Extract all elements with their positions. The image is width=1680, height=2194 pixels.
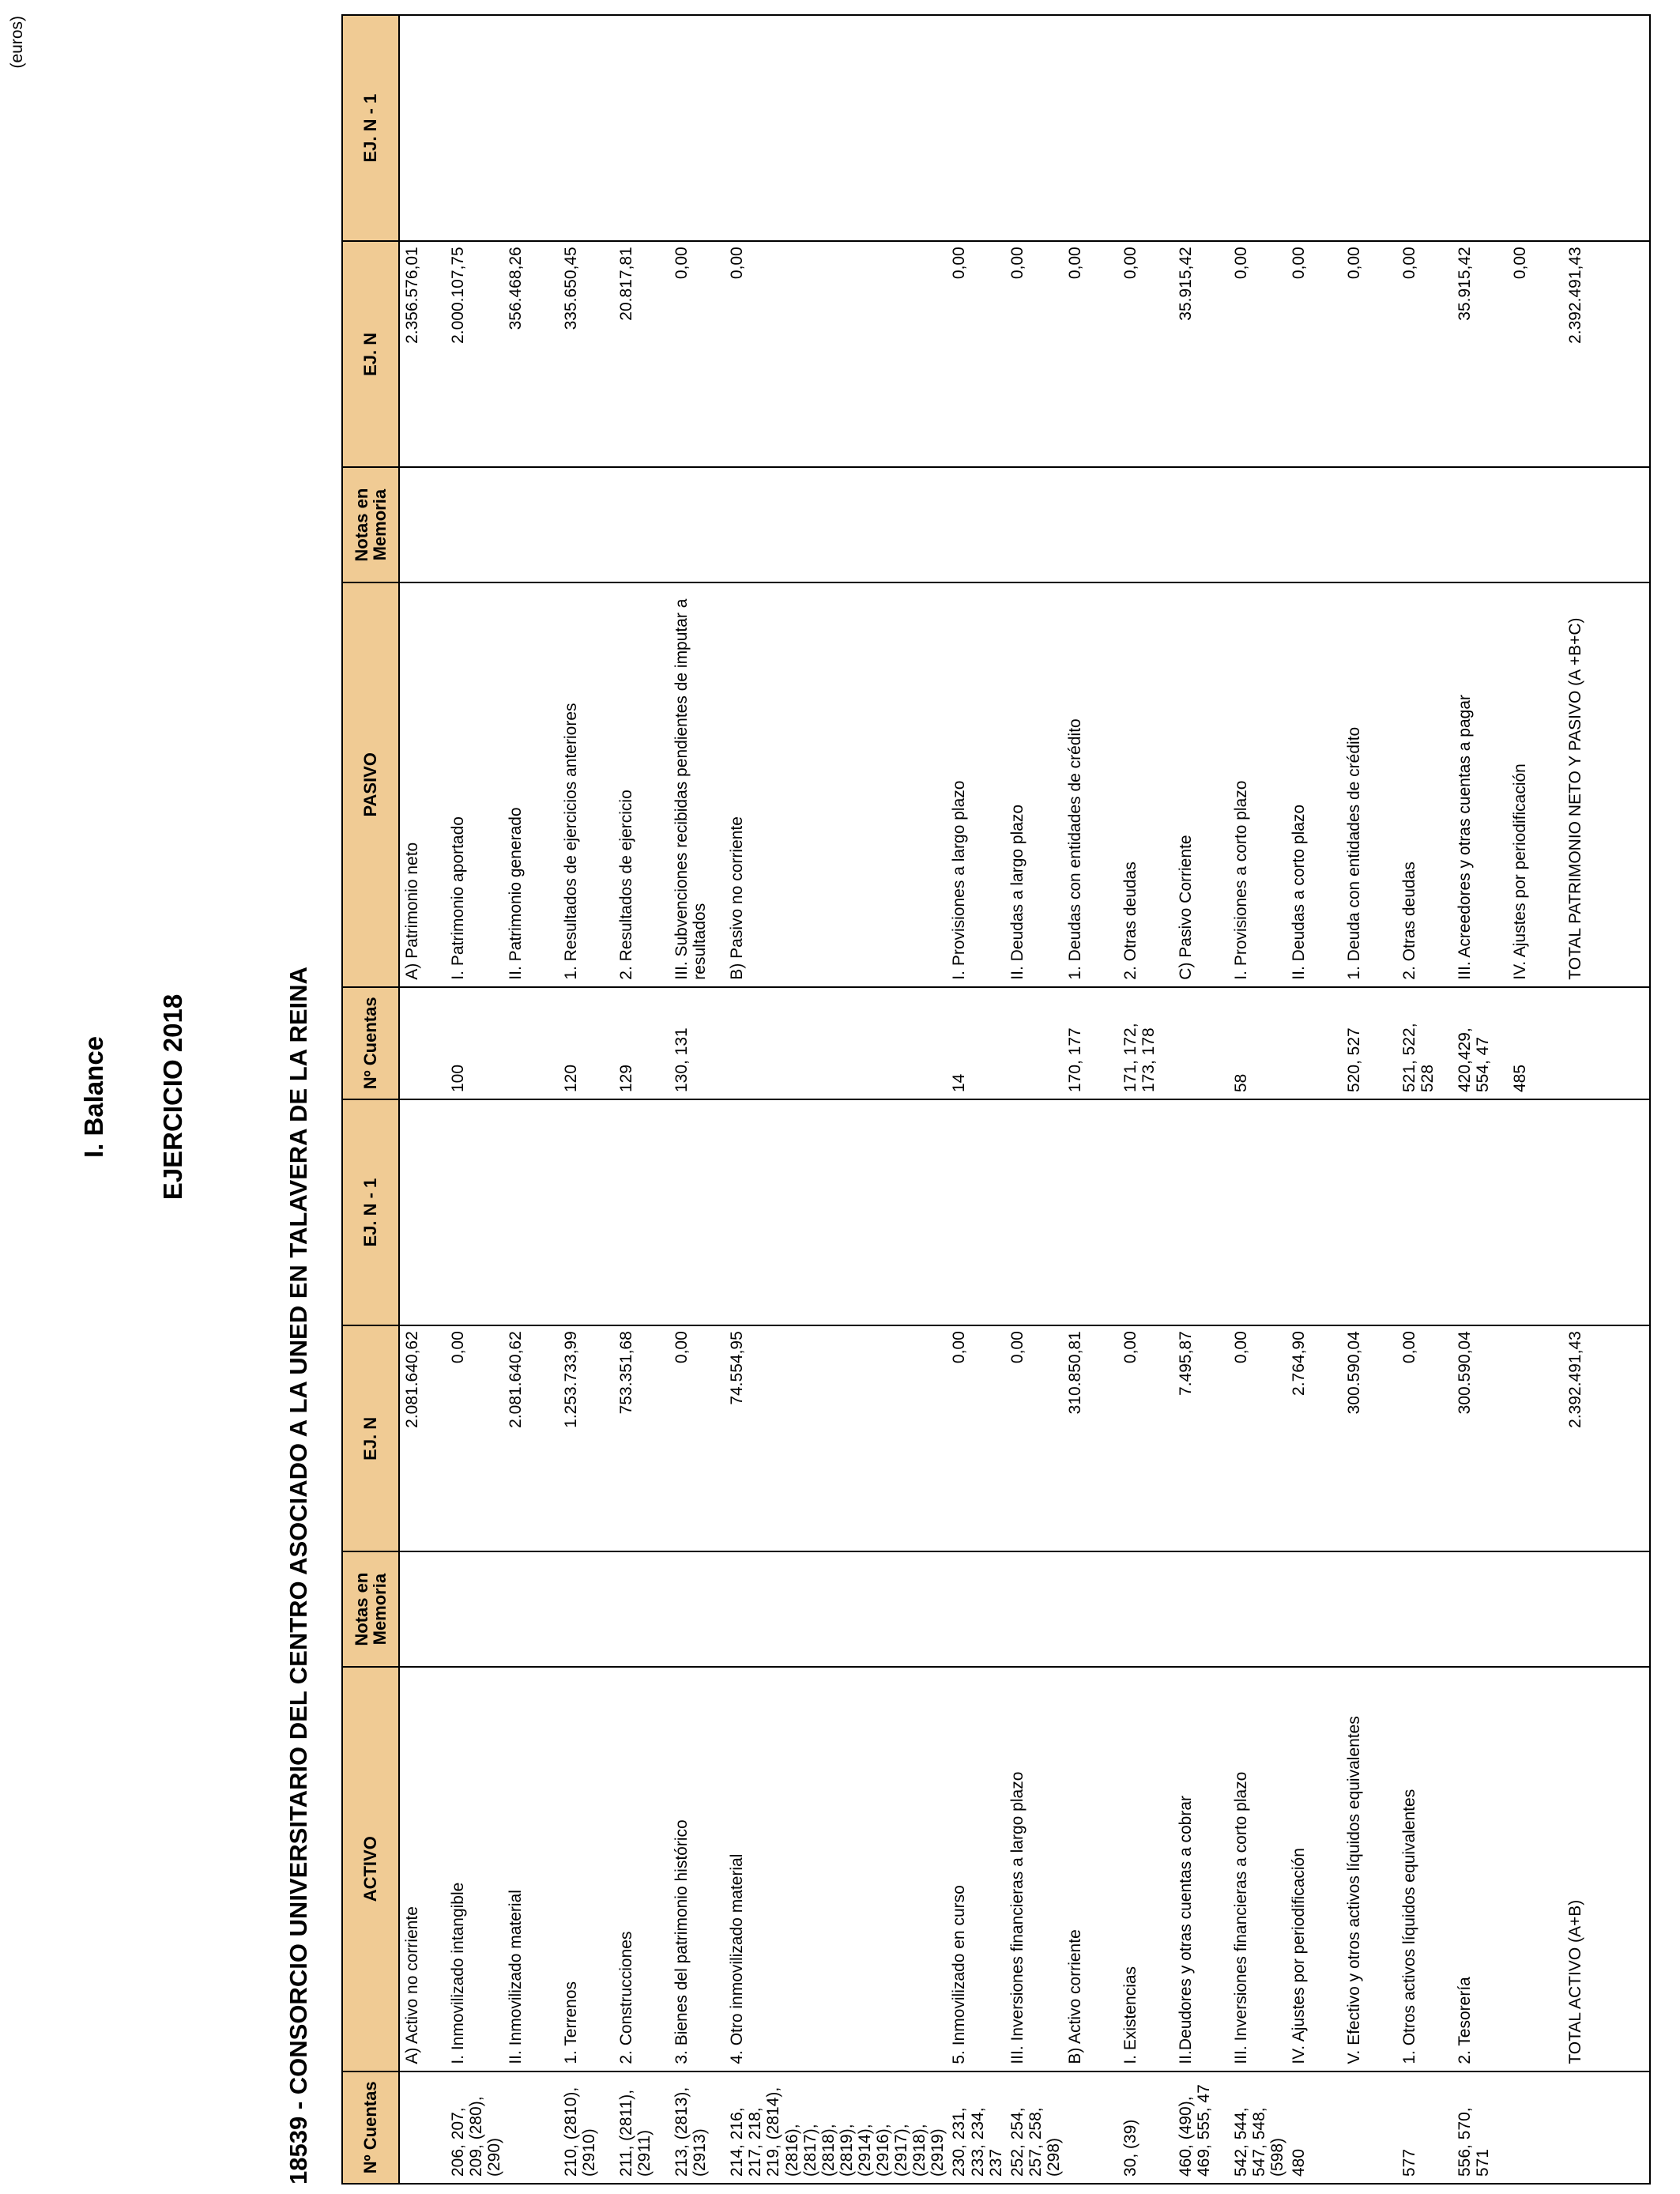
cuentas-activo-cell: 211, (2811), (2911) — [614, 2071, 669, 2184]
ejn1-activo-cell — [1342, 1099, 1397, 1325]
ejn-pasivo-cell: 0,00 — [1508, 241, 1563, 467]
activo-cell: II. Inmovilizado material — [503, 1667, 559, 2071]
ejn-pasivo-cell: 0,00 — [725, 241, 947, 467]
document-title: I. Balance — [79, 1035, 108, 1159]
notas-pasivo-cell — [1005, 467, 1063, 582]
cuentas-pasivo-cell: 520, 527 — [1342, 987, 1397, 1099]
notas-pasivo-cell — [1286, 467, 1342, 582]
ejn1-pasivo-cell — [1118, 15, 1173, 241]
notas-pasivo-cell — [446, 467, 503, 582]
pasivo-cell: I. Provisiones a largo plazo — [947, 582, 1004, 987]
pasivo-cell: 1. Resultados de ejercicios anteriores — [559, 582, 614, 987]
ejn-pasivo-cell: 0,00 — [1118, 241, 1173, 467]
notas-pasivo-cell — [614, 467, 669, 582]
ejn-activo-cell: 0,00 — [669, 1325, 725, 1551]
cuentas-activo-cell: 252, 254, 257, 258, (298) — [1005, 2071, 1063, 2184]
notas-activo-cell — [1229, 1551, 1286, 1666]
activo-cell: 1. Terrenos — [559, 1667, 614, 2071]
ejn-activo-cell: 300.590,04 — [1452, 1325, 1508, 1551]
pasivo-cell: 2. Resultados de ejercicio — [614, 582, 669, 987]
notas-pasivo-cell — [503, 467, 559, 582]
table-row — [399, 15, 446, 2184]
notas-pasivo-cell — [1063, 467, 1118, 582]
cuentas-pasivo-cell: 100 — [446, 987, 503, 1099]
ejn1-activo-cell — [725, 1099, 947, 1325]
ejn-activo-cell: 0,00 — [1397, 1325, 1452, 1551]
notas-pasivo-cell — [725, 467, 947, 582]
pasivo-cell: II. Deudas a largo plazo — [1005, 582, 1063, 987]
ejn-pasivo-cell: 335.650,45 — [559, 241, 614, 467]
fiscal-year-title: EJERCICIO 2018 — [158, 993, 187, 1201]
pasivo-cell: III. Acreedores y otras cuentas a pagar — [1452, 582, 1508, 987]
ejn1-activo-cell — [614, 1099, 669, 1325]
ejn-pasivo-cell: 2.392.491,43 — [1563, 241, 1650, 467]
pasivo-cell: 1. Deuda con entidades de crédito — [1342, 582, 1397, 987]
cuentas-pasivo-cell — [399, 987, 446, 1099]
pasivo-cell: A) Patrimonio neto — [399, 582, 446, 987]
ejn-pasivo-cell: 35.915,42 — [1173, 241, 1229, 467]
ejn1-activo-cell — [559, 1099, 614, 1325]
activo-cell: 1. Otros activos líquidos equivalentes — [1397, 1667, 1452, 2071]
ejn-activo-cell: 753.351,68 — [614, 1325, 669, 1551]
notas-activo-cell — [1452, 1551, 1508, 1666]
notas-activo-cell — [1286, 1551, 1342, 1666]
pasivo-cell: III. Subvenciones recibidas pendientes de imputar a resultados — [669, 582, 725, 987]
ejn1-pasivo-cell — [399, 15, 446, 241]
cuentas-activo-cell: 542, 544, 547, 548, (598) — [1229, 2071, 1286, 2184]
cuentas-activo-cell: 210, (2810), (2910) — [559, 2071, 614, 2184]
ejn-activo-cell: 2.392.491,43 — [1563, 1325, 1650, 1551]
activo-cell: 3. Bienes del patrimonio histórico — [669, 1667, 725, 2071]
activo-cell: 4. Otro inmovilizado material — [725, 1667, 947, 2071]
cuentas-pasivo-cell — [1563, 987, 1650, 1099]
table-row — [1508, 15, 1563, 2184]
ejn-activo-cell: 74.554,95 — [725, 1325, 947, 1551]
units-label: (euros) — [8, 16, 26, 69]
header-ejn1-activo: EJ. N - 1 — [342, 1099, 399, 1325]
notas-pasivo-cell — [1508, 467, 1563, 582]
ejn-activo-cell: 2.081.640,62 — [399, 1325, 446, 1551]
table-row — [1063, 15, 1118, 2184]
ejn-pasivo-cell: 0,00 — [1397, 241, 1452, 467]
ejn1-activo-cell — [1563, 1099, 1650, 1325]
cuentas-pasivo-cell: 521, 522, 528 — [1397, 987, 1452, 1099]
ejn1-pasivo-cell — [1563, 15, 1650, 241]
cuentas-activo-cell: 213, (2813), (2913) — [669, 2071, 725, 2184]
cuentas-pasivo-cell: 171, 172, 173, 178 — [1118, 987, 1173, 1099]
ejn-activo-cell: 7.495,87 — [1173, 1325, 1229, 1551]
pasivo-cell: C) Pasivo Corriente — [1173, 582, 1229, 987]
ejn-activo-cell: 2.764,90 — [1286, 1325, 1342, 1551]
table-row — [559, 15, 614, 2184]
ejn1-activo-cell — [669, 1099, 725, 1325]
ejn1-pasivo-cell — [1508, 15, 1563, 241]
table-row — [669, 15, 725, 2184]
cuentas-activo-cell: 480 — [1286, 2071, 1342, 2184]
table-row — [1452, 15, 1508, 2184]
notas-activo-cell — [1563, 1551, 1650, 1666]
notas-pasivo-cell — [1342, 467, 1397, 582]
ejn-activo-cell: 0,00 — [1118, 1325, 1173, 1551]
ejn1-pasivo-cell — [1286, 15, 1342, 241]
pasivo-cell: 2. Otras deudas — [1118, 582, 1173, 987]
activo-cell: IV. Ajustes por periodificación — [1286, 1667, 1342, 2071]
ejn-pasivo-cell: 20.817,81 — [614, 241, 669, 467]
ejn-pasivo-cell: 0,00 — [1063, 241, 1118, 467]
cuentas-activo-cell — [503, 2071, 559, 2184]
cuentas-pasivo-cell: 14 — [947, 987, 1004, 1099]
ejn1-pasivo-cell — [1229, 15, 1286, 241]
activo-cell — [1508, 1667, 1563, 2071]
table-row — [1397, 15, 1452, 2184]
ejn-activo-cell: 0,00 — [947, 1325, 1004, 1551]
table-row — [725, 15, 947, 2184]
ejn1-activo-cell — [1229, 1099, 1286, 1325]
notas-activo-cell — [1118, 1551, 1173, 1666]
ejn1-pasivo-cell — [669, 15, 725, 241]
cuentas-activo-cell — [399, 2071, 446, 2184]
ejn1-activo-cell — [1508, 1099, 1563, 1325]
pasivo-cell: 2. Otras deudas — [1397, 582, 1452, 987]
ejn1-pasivo-cell — [1397, 15, 1452, 241]
cuentas-activo-cell — [1063, 2071, 1118, 2184]
header-ejn1-pasivo: EJ. N - 1 — [342, 15, 399, 241]
ejn1-activo-cell — [947, 1099, 1004, 1325]
cuentas-activo-cell — [1342, 2071, 1397, 2184]
cuentas-activo-cell: 460, (490), 469, 555, 47 — [1173, 2071, 1229, 2184]
notas-activo-cell — [1173, 1551, 1229, 1666]
notas-activo-cell — [399, 1551, 446, 1666]
ejn-activo-cell: 0,00 — [446, 1325, 503, 1551]
activo-cell: TOTAL ACTIVO (A+B) — [1563, 1667, 1650, 2071]
pasivo-cell: 1. Deudas con entidades de crédito — [1063, 582, 1118, 987]
header-ejn-pasivo: EJ. N — [342, 241, 399, 467]
cuentas-activo-cell: 556, 570, 571 — [1452, 2071, 1508, 2184]
ejn1-pasivo-cell — [1342, 15, 1397, 241]
pasivo-cell: I. Patrimonio aportado — [446, 582, 503, 987]
balance-table — [341, 14, 1651, 2185]
ejn1-activo-cell — [1173, 1099, 1229, 1325]
cuentas-pasivo-cell — [503, 987, 559, 1099]
cuentas-pasivo-cell: 129 — [614, 987, 669, 1099]
cuentas-pasivo-cell — [1173, 987, 1229, 1099]
notas-pasivo-cell — [1229, 467, 1286, 582]
ejn1-activo-cell — [1397, 1099, 1452, 1325]
header-cuentas-activo: Nº Cuentas — [342, 2071, 399, 2184]
cuentas-pasivo-cell: 485 — [1508, 987, 1563, 1099]
table-row — [1342, 15, 1397, 2184]
ejn1-pasivo-cell — [947, 15, 1004, 241]
ejn1-activo-cell — [1452, 1099, 1508, 1325]
table-row — [1005, 15, 1063, 2184]
ejn-pasivo-cell: 2.356.576,01 — [399, 241, 446, 467]
activo-cell: V. Efectivo y otros activos líquidos equivalentes — [1342, 1667, 1397, 2071]
notas-activo-cell — [947, 1551, 1004, 1666]
notas-activo-cell — [669, 1551, 725, 1666]
activo-cell: I. Existencias — [1118, 1667, 1173, 2071]
cuentas-activo-cell — [1508, 2071, 1563, 2184]
ejn-pasivo-cell: 0,00 — [1342, 241, 1397, 467]
ejn-activo-cell: 2.081.640,62 — [503, 1325, 559, 1551]
table-row — [1118, 15, 1173, 2184]
ejn-pasivo-cell: 2.000.107,75 — [446, 241, 503, 467]
notas-activo-cell — [503, 1551, 559, 1666]
pasivo-cell: II. Deudas a corto plazo — [1286, 582, 1342, 987]
cuentas-activo-cell: 230, 231, 233, 234, 237 — [947, 2071, 1004, 2184]
ejn1-pasivo-cell — [1063, 15, 1118, 241]
cuentas-pasivo-cell: 420,429, 554, 47 — [1452, 987, 1508, 1099]
ejn1-activo-cell — [1118, 1099, 1173, 1325]
notas-pasivo-cell — [1563, 467, 1650, 582]
header-notas-pasivo: Notas en Memoria — [342, 467, 399, 582]
ejn1-pasivo-cell — [559, 15, 614, 241]
activo-cell: I. Inmovilizado intangible — [446, 1667, 503, 2071]
activo-cell: A) Activo no corriente — [399, 1667, 446, 2071]
ejn-pasivo-cell: 35.915,42 — [1452, 241, 1508, 467]
ejn-pasivo-cell: 0,00 — [1286, 241, 1342, 467]
notas-activo-cell — [1397, 1551, 1452, 1666]
ejn-pasivo-cell: 0,00 — [669, 241, 725, 467]
table-row — [614, 15, 669, 2184]
ejn1-pasivo-cell — [1452, 15, 1508, 241]
notas-activo-cell — [1508, 1551, 1563, 1666]
ejn1-pasivo-cell — [446, 15, 503, 241]
pasivo-cell: TOTAL PATRIMONIO NETO Y PASIVO (A +B+C) — [1563, 582, 1650, 987]
ejn-pasivo-cell: 356.468,26 — [503, 241, 559, 467]
ejn-activo-cell: 0,00 — [1229, 1325, 1286, 1551]
ejn1-pasivo-cell — [1173, 15, 1229, 241]
cuentas-activo-cell: 577 — [1397, 2071, 1452, 2184]
notas-activo-cell — [614, 1551, 669, 1666]
ejn-activo-cell: 1.253.733,99 — [559, 1325, 614, 1551]
table-row — [1229, 15, 1286, 2184]
cuentas-pasivo-cell: 130, 131 — [669, 987, 725, 1099]
ejn1-activo-cell — [1063, 1099, 1118, 1325]
activo-cell: 5. Inmovilizado en curso — [947, 1667, 1004, 2071]
notas-pasivo-cell — [947, 467, 1004, 582]
notas-activo-cell — [1005, 1551, 1063, 1666]
ejn1-activo-cell — [446, 1099, 503, 1325]
ejn1-pasivo-cell — [725, 15, 947, 241]
activo-cell: 2. Construcciones — [614, 1667, 669, 2071]
notas-pasivo-cell — [669, 467, 725, 582]
cuentas-pasivo-cell: 58 — [1229, 987, 1286, 1099]
table-row — [1563, 15, 1650, 2184]
cuentas-pasivo-cell — [1286, 987, 1342, 1099]
header-activo: ACTIVO — [342, 1667, 399, 2071]
cuentas-activo-cell: 206, 207, 209, (280), (290) — [446, 2071, 503, 2184]
ejn1-activo-cell — [399, 1099, 446, 1325]
pasivo-cell: IV. Ajustes por periodificación — [1508, 582, 1563, 987]
notas-activo-cell — [1342, 1551, 1397, 1666]
header-row — [342, 15, 399, 2184]
notas-activo-cell — [1063, 1551, 1118, 1666]
table-row — [446, 15, 503, 2184]
ejn-activo-cell — [1508, 1325, 1563, 1551]
ejn-pasivo-cell: 0,00 — [1005, 241, 1063, 467]
entity-name: 18539 - CONSORCIO UNIVERSITARIO DEL CENTRO ASOCIADO A LA UNED EN TALAVERA DE LA REINA — [284, 967, 312, 2185]
cuentas-pasivo-cell — [1005, 987, 1063, 1099]
notas-pasivo-cell — [1397, 467, 1452, 582]
ejn1-pasivo-cell — [614, 15, 669, 241]
table-row — [947, 15, 1004, 2184]
notas-pasivo-cell — [1118, 467, 1173, 582]
ejn-activo-cell: 0,00 — [1005, 1325, 1063, 1551]
ejn-pasivo-cell: 0,00 — [947, 241, 1004, 467]
activo-cell: B) Activo corriente — [1063, 1667, 1118, 2071]
cuentas-pasivo-cell: 170, 177 — [1063, 987, 1118, 1099]
activo-cell: 2. Tesorería — [1452, 1667, 1508, 2071]
notas-pasivo-cell — [559, 467, 614, 582]
notas-pasivo-cell — [1452, 467, 1508, 582]
cuentas-activo-cell: 30, (39) — [1118, 2071, 1173, 2184]
ejn1-activo-cell — [1005, 1099, 1063, 1325]
header-ejn-activo: EJ. N — [342, 1325, 399, 1551]
ejn-pasivo-cell: 0,00 — [1229, 241, 1286, 467]
pasivo-cell: I. Provisiones a corto plazo — [1229, 582, 1286, 987]
notas-activo-cell — [725, 1551, 947, 1666]
cuentas-activo-cell: 214, 216, 217, 218, 219, (2814), (2816), (2817), (2818), (2819), (2914), (2916), (2917), (2918), (2919) — [725, 2071, 947, 2184]
cuentas-pasivo-cell: 120 — [559, 987, 614, 1099]
pasivo-cell: II. Patrimonio generado — [503, 582, 559, 987]
table-row — [1173, 15, 1229, 2184]
pasivo-cell: B) Pasivo no corriente — [725, 582, 947, 987]
notas-activo-cell — [446, 1551, 503, 1666]
table-row — [1286, 15, 1342, 2184]
cuentas-activo-cell — [1563, 2071, 1650, 2184]
ejn1-pasivo-cell — [503, 15, 559, 241]
ejn-activo-cell: 310.850,81 — [1063, 1325, 1118, 1551]
notas-activo-cell — [559, 1551, 614, 1666]
activo-cell: III. Inversiones financieras a corto plazo — [1229, 1667, 1286, 2071]
header-cuentas-pasivo: Nº Cuentas — [342, 987, 399, 1099]
ejn-activo-cell: 300.590,04 — [1342, 1325, 1397, 1551]
ejn1-pasivo-cell — [1005, 15, 1063, 241]
ejn1-activo-cell — [1286, 1099, 1342, 1325]
activo-cell: II.Deudores y otras cuentas a cobrar — [1173, 1667, 1229, 2071]
activo-cell: III. Inversiones financieras a largo plazo — [1005, 1667, 1063, 2071]
header-notas-activo: Notas en Memoria — [342, 1551, 399, 1666]
cuentas-pasivo-cell — [725, 987, 947, 1099]
ejn1-activo-cell — [503, 1099, 559, 1325]
notas-pasivo-cell — [399, 467, 446, 582]
notas-pasivo-cell — [1173, 467, 1229, 582]
header-pasivo: PASIVO — [342, 582, 399, 987]
table-row — [503, 15, 559, 2184]
